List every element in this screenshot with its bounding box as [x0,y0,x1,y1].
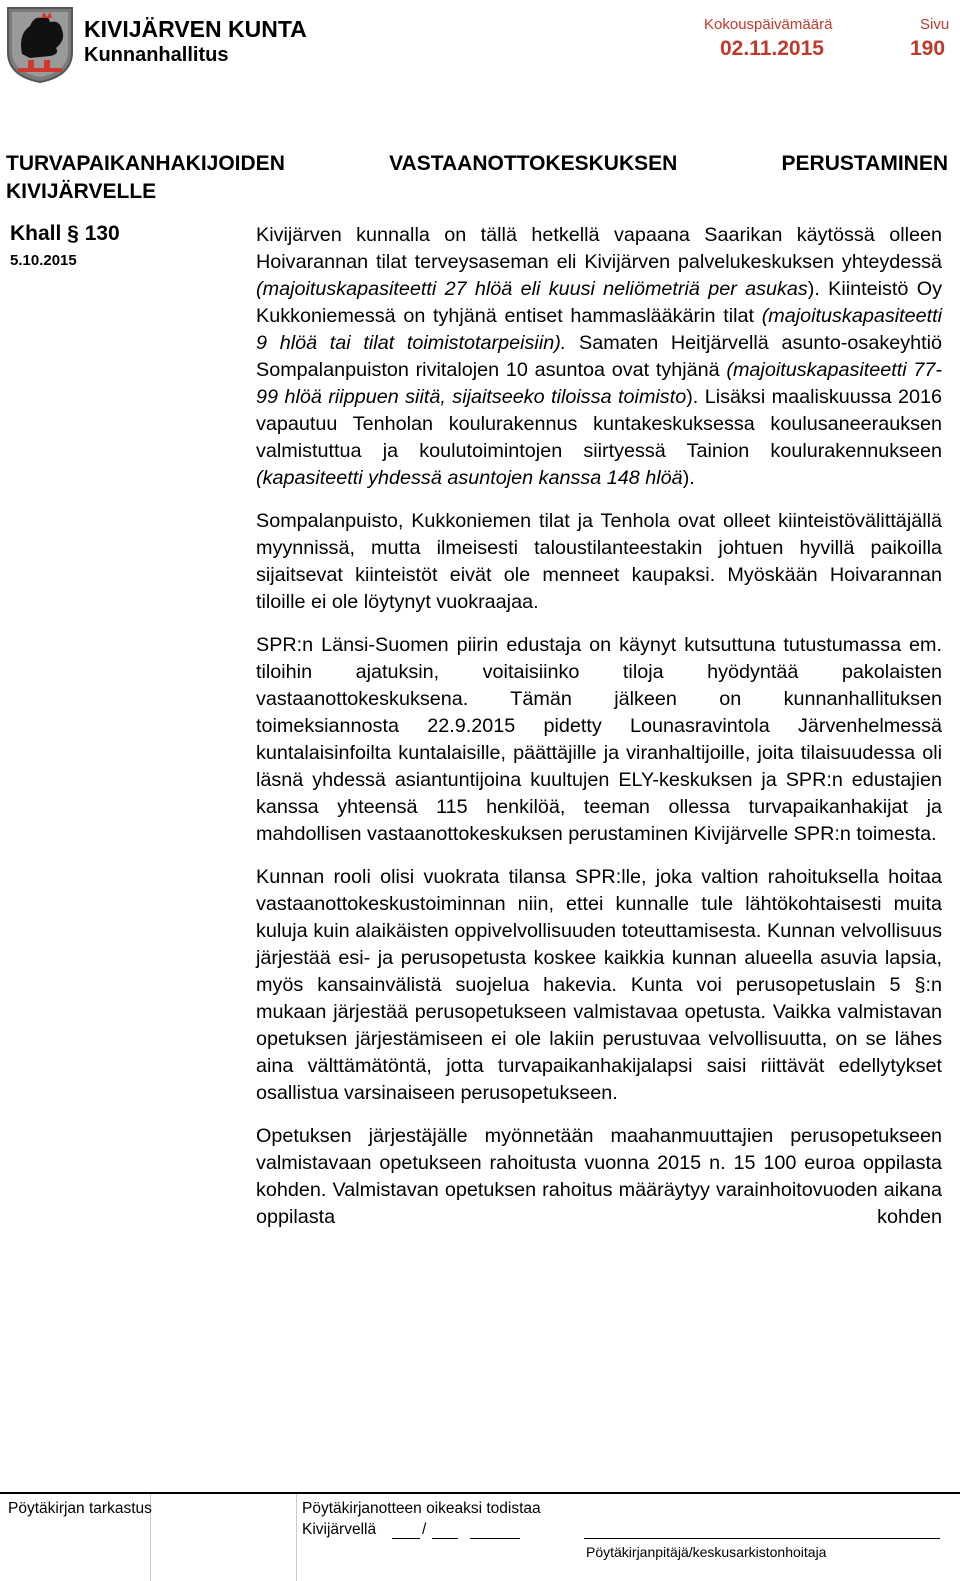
text-run: Opetuksen järjestäjälle myönnetään maahanmuuttajien perusopetukseen valmistavaan opetukseen rahoitusta vuonna 2015 n. 15 100 euroa oppilasta kohden. Valmistavan opetuksen rahoitus määräytyy varainhoitovuoden aikana oppilasta kohden [256,1125,942,1228]
italic-run: (kapasiteetti yhdessä asuntojen kanssa 148 hlöä [256,467,683,489]
text-run: ). Kiinteistö Oy Kukkoniemessä on tyhjänä entiset hammaslääkärin tilat [256,278,942,327]
body-paragraph [256,508,942,616]
text-run: Sompalanpuisto, Kukkoniemen tilat ja Tenhola ovat olleet kiinteistövälittäjällä myynnissä, mutta ilmeisesti taloustilanteestakin johtuen hyvillä paikoilla sijaitsevat kiinteistöt eivät ole menneet kaupaksi. Myöskään Hoivarannan tiloille ei ole löytynyt vuokraajaa. [256,510,942,613]
text-run: Kivijärven kunnalla on tällä hetkellä vapaana Saarikan käytössä olleen Hoivarannan tilat terveysaseman eli Kivijärven palvelukeskuksen yhteydessä [256,224,942,273]
section-date: 5.10.2015 [10,252,77,269]
date-separator: / [422,1521,427,1538]
signature-line [584,1524,940,1539]
footer-column-divider [296,1494,297,1581]
signer-title: Pöytäkirjanpitäjä/keskusarkistonhoitaja [586,1544,827,1560]
date-day-blank [392,1524,420,1539]
italic-run: (majoituskapasiteetti 77-99 hlöä riippuen siitä, sijaitseeko tiloissa toimisto [256,359,942,408]
italic-run: (majoituskapasiteetti 27 hlöä eli kuusi neliömetriä per asukas [256,278,808,300]
text-run: ). Lisäksi maaliskuussa 2016 vapautuu Tenholan koulurakennus kuntakeskuksessa koulusaneerauksen valmistuttua ja koulutoimintojen siirtyessä Tainion koulurakennukseen [256,386,942,462]
section-reference: Khall § 130 [10,222,120,245]
body-paragraph [256,1123,942,1231]
date-year-blank [470,1524,520,1539]
document-title-continued: KIVIJÄRVELLE [6,180,157,203]
page-label: Sivu [920,16,950,33]
org-name: KIVIJÄRVEN KUNTA [84,16,307,42]
date-label: Kokouspäivämäärä [704,16,833,33]
rooster-crest-icon [4,4,76,84]
review-label: Pöytäkirjan tarkastus [8,1500,152,1517]
text-run: ). [682,467,695,489]
page-number: 190 [910,37,946,60]
body-text [256,222,942,1247]
text-run: Kunnan rooli olisi vuokrata tilansa SPR:lle, joka valtion rahoituksella hoitaa vastaanottokeskustoiminnan niin, ettei kunnalle tule lähtökohtaisesti muita kuluja kuin alaikäisten oppivelvollisuuden toteuttamisesta. Kunnan velvollisuus järjestää esi- ja perusopetusta koskee kaikkia kunnan alueella asuvia lapsia, myös kansainvälistä suojelua hakevia. Kunta voi perusopetuslain 5 §:n mukaan järjestää perusopetukseen valmistavaa opetusta. Vaikka valmistavan opetuksen järjestämiseen ei ole lakiin perustuvaa velvollisuutta, on se lähes aina välttämätöntä, jotta turvapaikanhakijalapsi saisi riittävät edellytykset osallistua varsinaiseen perusopetukseen. [256,866,942,1104]
body-paragraph [256,864,942,1107]
body-paragraph [256,222,942,492]
body-paragraph [256,632,942,848]
certify-label: Pöytäkirjanotteen oikeaksi todistaa [302,1500,541,1517]
footer-divider [0,1492,960,1494]
italic-run: (majoituskapasiteetti 9 hlöä tai tilat toimistotarpeisiin). [256,305,942,354]
date-month-blank [432,1524,458,1539]
date-value: 02.11.2015 [720,37,824,60]
body-name: Kunnanhallitus [84,44,229,66]
text-run: Samaten Heitjärvellä asunto-osakeyhtiö Sompalanpuiston rivitalojen 10 asuntoa ovat tyhjänä [256,332,942,381]
place-label: Kivijärvellä [302,1521,377,1538]
document-title: TURVAPAIKANHAKIJOIDEN VASTAANOTTOKESKUKSEN PERUSTAMINEN [6,152,948,175]
text-run: SPR:n Länsi-Suomen piirin edustaja on käynyt kutsuttuna tutustumassa em. tiloihin ajatuksin, voitaisiinko tiloja hyödyntää pakolaisten vastaanottokeskuksena. Tämän jälkeen on kunnanhallituksen toimeksiannosta 22.9.2015 pidetty Lounasravintola Järvenhelmessä kuntalaisinfoilta kuntalaisille, päättäjille ja viranhaltijoille, joita tilaisuudessa oli läsnä yhdessä asiantuntijoina kuultujen ELY-keskuksen ja SPR:n edustajien kanssa yhteensä 115 henkilöä, teeman ollessa turvapaikanhakijat ja mahdollisen vastaanottokeskuksen perustaminen Kivijärvelle SPR:n toimesta. [256,634,942,845]
